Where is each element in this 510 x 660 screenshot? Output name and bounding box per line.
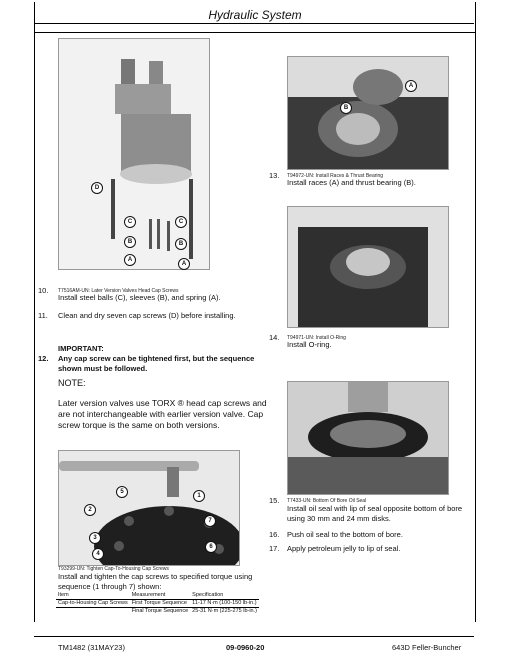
spec-cell: 25-31 N·m (225-275 lb-in.) <box>192 608 257 614</box>
figure-races-bearing <box>287 56 449 170</box>
note-label: NOTE: <box>58 378 86 388</box>
spec-cell: 11-17 N·m (100-150 lb-in.) <box>192 600 257 606</box>
footer-rule <box>34 636 474 637</box>
callout-6: 6 <box>205 541 217 553</box>
step-15-number: 15. <box>269 496 280 505</box>
important-label: IMPORTANT: <box>58 344 104 353</box>
figure-o-ring <box>287 206 449 328</box>
spec-table-row <box>56 600 259 608</box>
spec-cell: Cap-to-Housing Cap Screws <box>58 600 128 606</box>
spec-cell: First Torque Sequence <box>131 600 187 606</box>
spec-header-specification: Specification <box>190 592 259 600</box>
callout-c1: C <box>124 216 136 228</box>
step-10-number: 10. <box>38 286 49 295</box>
callout-4: 4 <box>92 548 104 560</box>
spec-header-item: Item <box>56 592 130 600</box>
callout-a: A <box>405 80 417 92</box>
callout-c2: C <box>175 216 187 228</box>
footer-right: 643D Feller-Buncher <box>392 643 462 652</box>
page-title: Hydraulic System <box>208 8 302 22</box>
valve-exploded-illustration <box>59 39 209 269</box>
figure-1-caption: T7516AM-UN: Later Version Valves Head Cap Screws <box>58 288 179 294</box>
step-16-text: Push oil seal to the bottom of bore. <box>287 530 403 539</box>
figure-oil-seal <box>287 381 449 495</box>
races-bearing-illustration <box>288 57 448 169</box>
callout-3: 3 <box>89 532 101 544</box>
step-12-text: Any cap screw can be tightened first, but the sequence shown must be followed. <box>58 354 255 373</box>
figure-4-caption: T7433-UN: Bottom Of Bore Oil Seal <box>287 498 367 504</box>
step-17-text: Apply petroleum jelly to lip of seal. <box>287 544 401 553</box>
step-13-number: 13. <box>269 171 280 180</box>
step-15-text: Install oil seal with lip of seal opposite bottom of bore using 30 mm and 24 mm disks. <box>287 504 463 523</box>
callout-a2: A <box>178 258 190 270</box>
callout-5: 5 <box>116 486 128 498</box>
step-11-text: Clean and dry seven cap screws (D) before installing. <box>58 311 236 320</box>
figure-valve-exploded <box>58 38 210 270</box>
install-text: Install and tighten the cap screws to specified torque using sequence (1 through 7) shown: <box>58 572 253 591</box>
figure-5-caption: T93299-UN: Tighten Cap-To-Housing Cap Screws <box>58 566 169 572</box>
callout-b: B <box>340 102 352 114</box>
callout-1: 1 <box>193 490 205 502</box>
callout-d: D <box>91 182 103 194</box>
step-10-text: Install steel balls (C), sleeves (B), and spring (A). <box>58 293 221 302</box>
step-14-number: 14. <box>269 333 280 342</box>
step-16-number: 16. <box>269 530 280 539</box>
callout-2: 2 <box>84 504 96 516</box>
step-13-text: Install races (A) and thrust bearing (B). <box>287 178 416 187</box>
oil-seal-illustration <box>288 382 448 494</box>
callout-b2: B <box>175 238 187 250</box>
spec-table <box>56 592 259 615</box>
spec-table-header <box>56 592 259 600</box>
step-11-number: 11. <box>38 311 48 320</box>
spec-cell: Final Torque Sequence <box>131 608 189 614</box>
note-text: Later version valves use TORX ® head cap screws and are not interchangeable with earlier version valve. Cap screw torque is the same on both versions. <box>58 398 267 430</box>
callout-b1: B <box>124 236 136 248</box>
spec-table-row <box>56 608 259 616</box>
callout-a1: A <box>124 254 136 266</box>
figure-2-caption: T94972-UN: Install Races & Thrust Bearing <box>287 173 384 179</box>
spec-cell <box>56 608 130 616</box>
header-rule <box>34 23 474 24</box>
step-12-number: 12. <box>38 354 49 363</box>
footer-page-number: 09-0960-20 <box>226 643 265 652</box>
footer-left: TM1482 (31MAY23) <box>58 643 125 652</box>
callout-7: 7 <box>204 515 216 527</box>
o-ring-illustration <box>288 207 448 327</box>
spec-header-measurement: Measurement <box>130 592 190 600</box>
step-14-text: Install O-ring. <box>287 340 332 349</box>
step-17-number: 17. <box>269 544 280 553</box>
figure-3-caption: T94971-UN: Install O-Ring <box>287 335 346 341</box>
